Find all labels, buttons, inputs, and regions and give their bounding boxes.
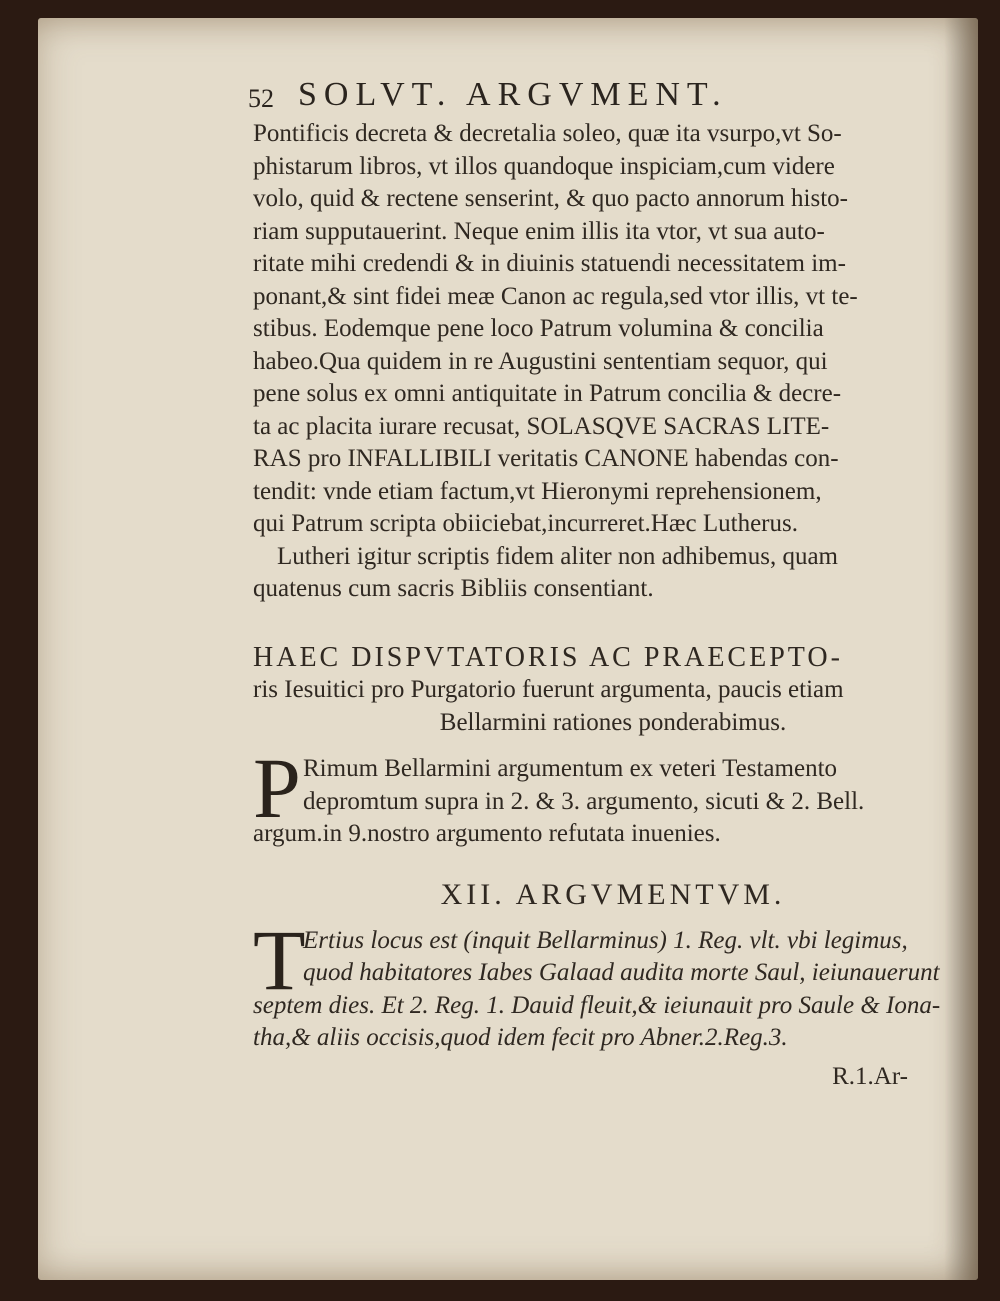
- argument-title: XII. ARGVMENTVM.: [440, 877, 786, 911]
- spacer: [253, 739, 973, 753]
- paragraph-3: [253, 740, 973, 851]
- section-heading-line: ris Iesuitici pro Purgatorio fuerunt argumenta, paucis etiam: [253, 676, 844, 703]
- text-line: Lutheri igitur scriptis fidem aliter non adhibemus, quam: [277, 542, 838, 570]
- text-line: phistarum libros, vt illos quandoque inspiciam,cum videre: [253, 152, 835, 180]
- text-line: ritate mihi credendi & in diuinis statuendi necessitatem im-: [253, 250, 846, 277]
- page-number: 52: [248, 84, 274, 113]
- text-line: ponant,& sint fidei meæ Canon ac regula,sed vtor illis, vt te-: [253, 282, 858, 310]
- text-line: RAS pro INFALLIBILI veritatis CANONE habendas con-: [253, 445, 839, 472]
- page-header: [248, 76, 808, 124]
- spacer: [253, 606, 973, 642]
- text-line: tha,& aliis occisis,quod idem fecit pro Abner.2.Reg.3.: [253, 1024, 788, 1051]
- paragraph-1: [253, 118, 973, 541]
- text-line: ta ac placita iurare recusat, SOLASQVE SACRAS LITE-: [253, 412, 830, 440]
- section-heading: [253, 642, 973, 740]
- text-line: argum.in 9.nostro argumento refutata inuenies.: [253, 820, 721, 847]
- running-title: SOLVT. ARGVMENT.: [298, 76, 728, 113]
- text-line: depromtum supra in 2. & 3. argumento, sicuti & 2. Bell.: [303, 787, 865, 815]
- text-line: qui Patrum scripta obiiciebat,incurreret.Hæc Lutherus.: [253, 510, 798, 537]
- text-line: habeo.Qua quidem in re Augustini sententiam sequor, qui: [253, 347, 828, 375]
- book-page: [38, 18, 978, 1280]
- text-line: septem dies. Et 2. Reg. 1. Dauid fleuit,& ieiunauit pro Saule & Iona-: [253, 991, 941, 1019]
- spacer: [253, 917, 973, 925]
- drop-cap: T: [253, 911, 306, 1008]
- section-heading-line: Bellarmini rationes ponderabimus.: [439, 708, 787, 736]
- text-line: Pontificis decreta & decretalia soleo, quæ ita vsurpo,vt So-: [253, 120, 842, 147]
- text-line: volo, quid & rectene senserint, & quo pacto annorum histo-: [253, 185, 849, 212]
- text-line: quatenus cum sacris Bibliis consentiant.: [253, 575, 654, 602]
- paragraph-2: [253, 541, 973, 606]
- text-line: Ertius locus est (inquit Bellarminus) 1. Reg. vlt. vbi legimus,: [303, 926, 908, 954]
- paragraph-4: [253, 911, 973, 1055]
- text-line: quod habitatores Iabes Galaad audita morte Saul, ieiunauerunt: [303, 959, 940, 986]
- text-line: tendit: vnde etiam factum,vt Hieronymi reprehensionem,: [253, 477, 822, 505]
- catchword: R.1.Ar-: [832, 1063, 908, 1090]
- text-line: stibus. Eodemque pene loco Patrum volumina & concilia: [253, 315, 824, 342]
- text-line: riam supputauerint. Neque enim illis ita vtor, vt sua auto-: [253, 217, 825, 245]
- drop-cap: P: [253, 740, 301, 836]
- text-line: Rimum Bellarmini argumentum ex veteri Testamento: [303, 755, 838, 782]
- text-line: pene solus ex omni antiquitate in Patrum concilia & decre-: [253, 380, 842, 407]
- body-text: [253, 118, 973, 1055]
- spacer: [253, 851, 973, 873]
- section-heading-line: HAEC DISPVTATORIS AC PRAECEPTO-: [253, 641, 843, 673]
